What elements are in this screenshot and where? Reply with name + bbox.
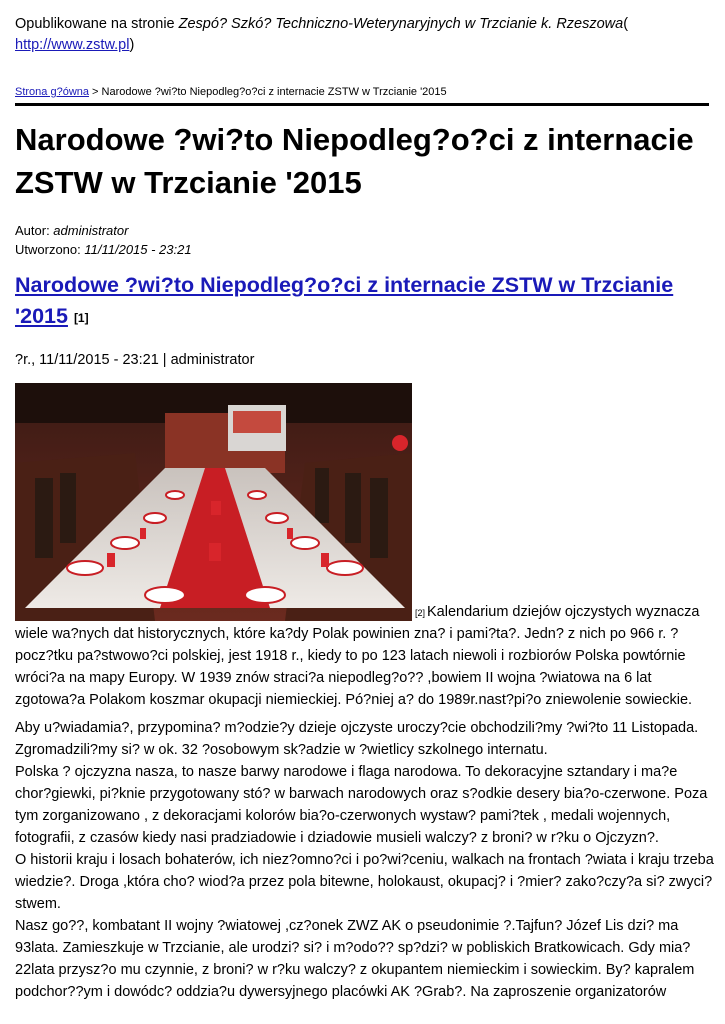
article-meta [15,221,192,259]
footnote-ref-2: [2] [415,608,426,618]
created-label: Utworzono: [15,242,85,257]
paragraph-4: O historii kraju i losach bohaterów, ich niez?omno?ci i po?wi?ceniu, walkach na frontach ?wiata i kraju trzeba wiedzie?. Droga ,która cho? wiod?a przez pola bitewne, holokaust, okupacj? i ?mier? zako?czy?a si? zwyci?stwem. [15,852,714,912]
paragraph-2-line-2: Zgromadzili?my si? w ok. 32 ?osobowym sk?adzie w ?wietlicy szkolnego internatu. [15,742,548,758]
site-name: Zespó? Szkó? Techniczno-Weterynaryjnych w Trzcianie k. Rzeszowa [178,16,624,32]
paragraph-1-start: Kalendarium dziejów ojczystych wyznacza [427,604,700,620]
byline: ?r., 11/11/2015 - 23:21 | administrator [15,352,255,368]
breadcrumb-current: Narodowe ?wi?to Niepodleg?o?ci z internacie ZSTW w Trzcianie '2015 [101,86,447,98]
paragraph-2-line-1: Aby u?wiadamia?, przypomina? m?odzie?y dzieje ojczyste uroczy?cie obchodzili?my ?wi?to 11 Listopada. [15,720,699,736]
paragraph-1: wiele wa?nych dat historycznych, które ka?dy Polak powinien zna? i pami?ta?. Jedn? z nich po 966 r. ? pocz?tku pa?stwowo?ci polskiej, jest 1918 r., kiedy to po 123 latach niewoli i rozbiorów Polska powtórnie wróci?a na mapy Europy. W 1939 znów straci?a niepodleg?o?? ,bowiem II wojna ?wiatowa na 6 lat zgotowa?a Polakom koszmar okupacji niemieckiej. Pó?niej a? do 1989r.nast?pi?o zniewolenie sowieckie. [15,626,693,708]
breadcrumb-home-link[interactable]: Strona g?ówna [15,86,89,98]
paren-open: ( [623,16,629,32]
author-name: administrator [53,223,129,238]
article-title-link[interactable]: Narodowe ?wi?to Niepodleg?o?ci z internacie ZSTW w Trzcianie '2015 [15,273,674,328]
breadcrumb [15,86,447,98]
article-photo [15,383,412,621]
site-url-link[interactable]: http://www.zstw.pl [15,37,130,53]
published-note [15,14,715,56]
paragraph-3: Polska ? ojczyzna nasza, to nasze barwy narodowe i flaga narodowa. To dekoracyjne sztandary i ma?e chor?giewki, pi?knie przygotowany stó? w barwach narodowych oraz s?odkie desery bia?o-czerwone. Poza tym zorganizowano , z dekoracjami kolorów bia?o-czerwonych wystaw? pami?tek , medali wojennych, fotografii, z czasów kiedy nasi pradziadowie i dziadowie musieli walczy? z broni? w r?ku o Ojczyzn?. [15,764,708,846]
paragraph-5: Nasz go??, kombatant II wojny ?wiatowej ,cz?onek ZWZ AK o pseudonimie ?.Tajfun? Józef Lis dzi? ma 93lata. Zamieszkuje w Trzcianie, ale urodzi? si? i m?odo?? sp?dzi? w pobliskich Bratkowicach. Gdy mia? 22lata przysz?o mu czynnie, z broni? w r?ku walczy? z okupantem niemieckim i sowieckim. By? kapralem podchor??ym i dowódc? oddzia?u dywersyjnego placówki AK ?Grab?. Na zaproszenie organizatorów [15,918,695,1000]
page-title: Narodowe ?wi?to Niepodleg?o?ci z internacie ZSTW w Trzcianie '2015 [15,122,694,200]
paren-close: ) [129,37,135,53]
created-date: 11/11/2015 - 23:21 [84,242,192,257]
paragraph-2 [15,717,715,1003]
article-heading [15,270,705,335]
author-label: Autor: [15,223,54,238]
footnote-ref-1: [1] [73,311,89,325]
published-prefix: Opublikowane na stronie [15,16,179,32]
breadcrumb-separator: > [89,86,102,98]
header-divider [15,103,709,106]
